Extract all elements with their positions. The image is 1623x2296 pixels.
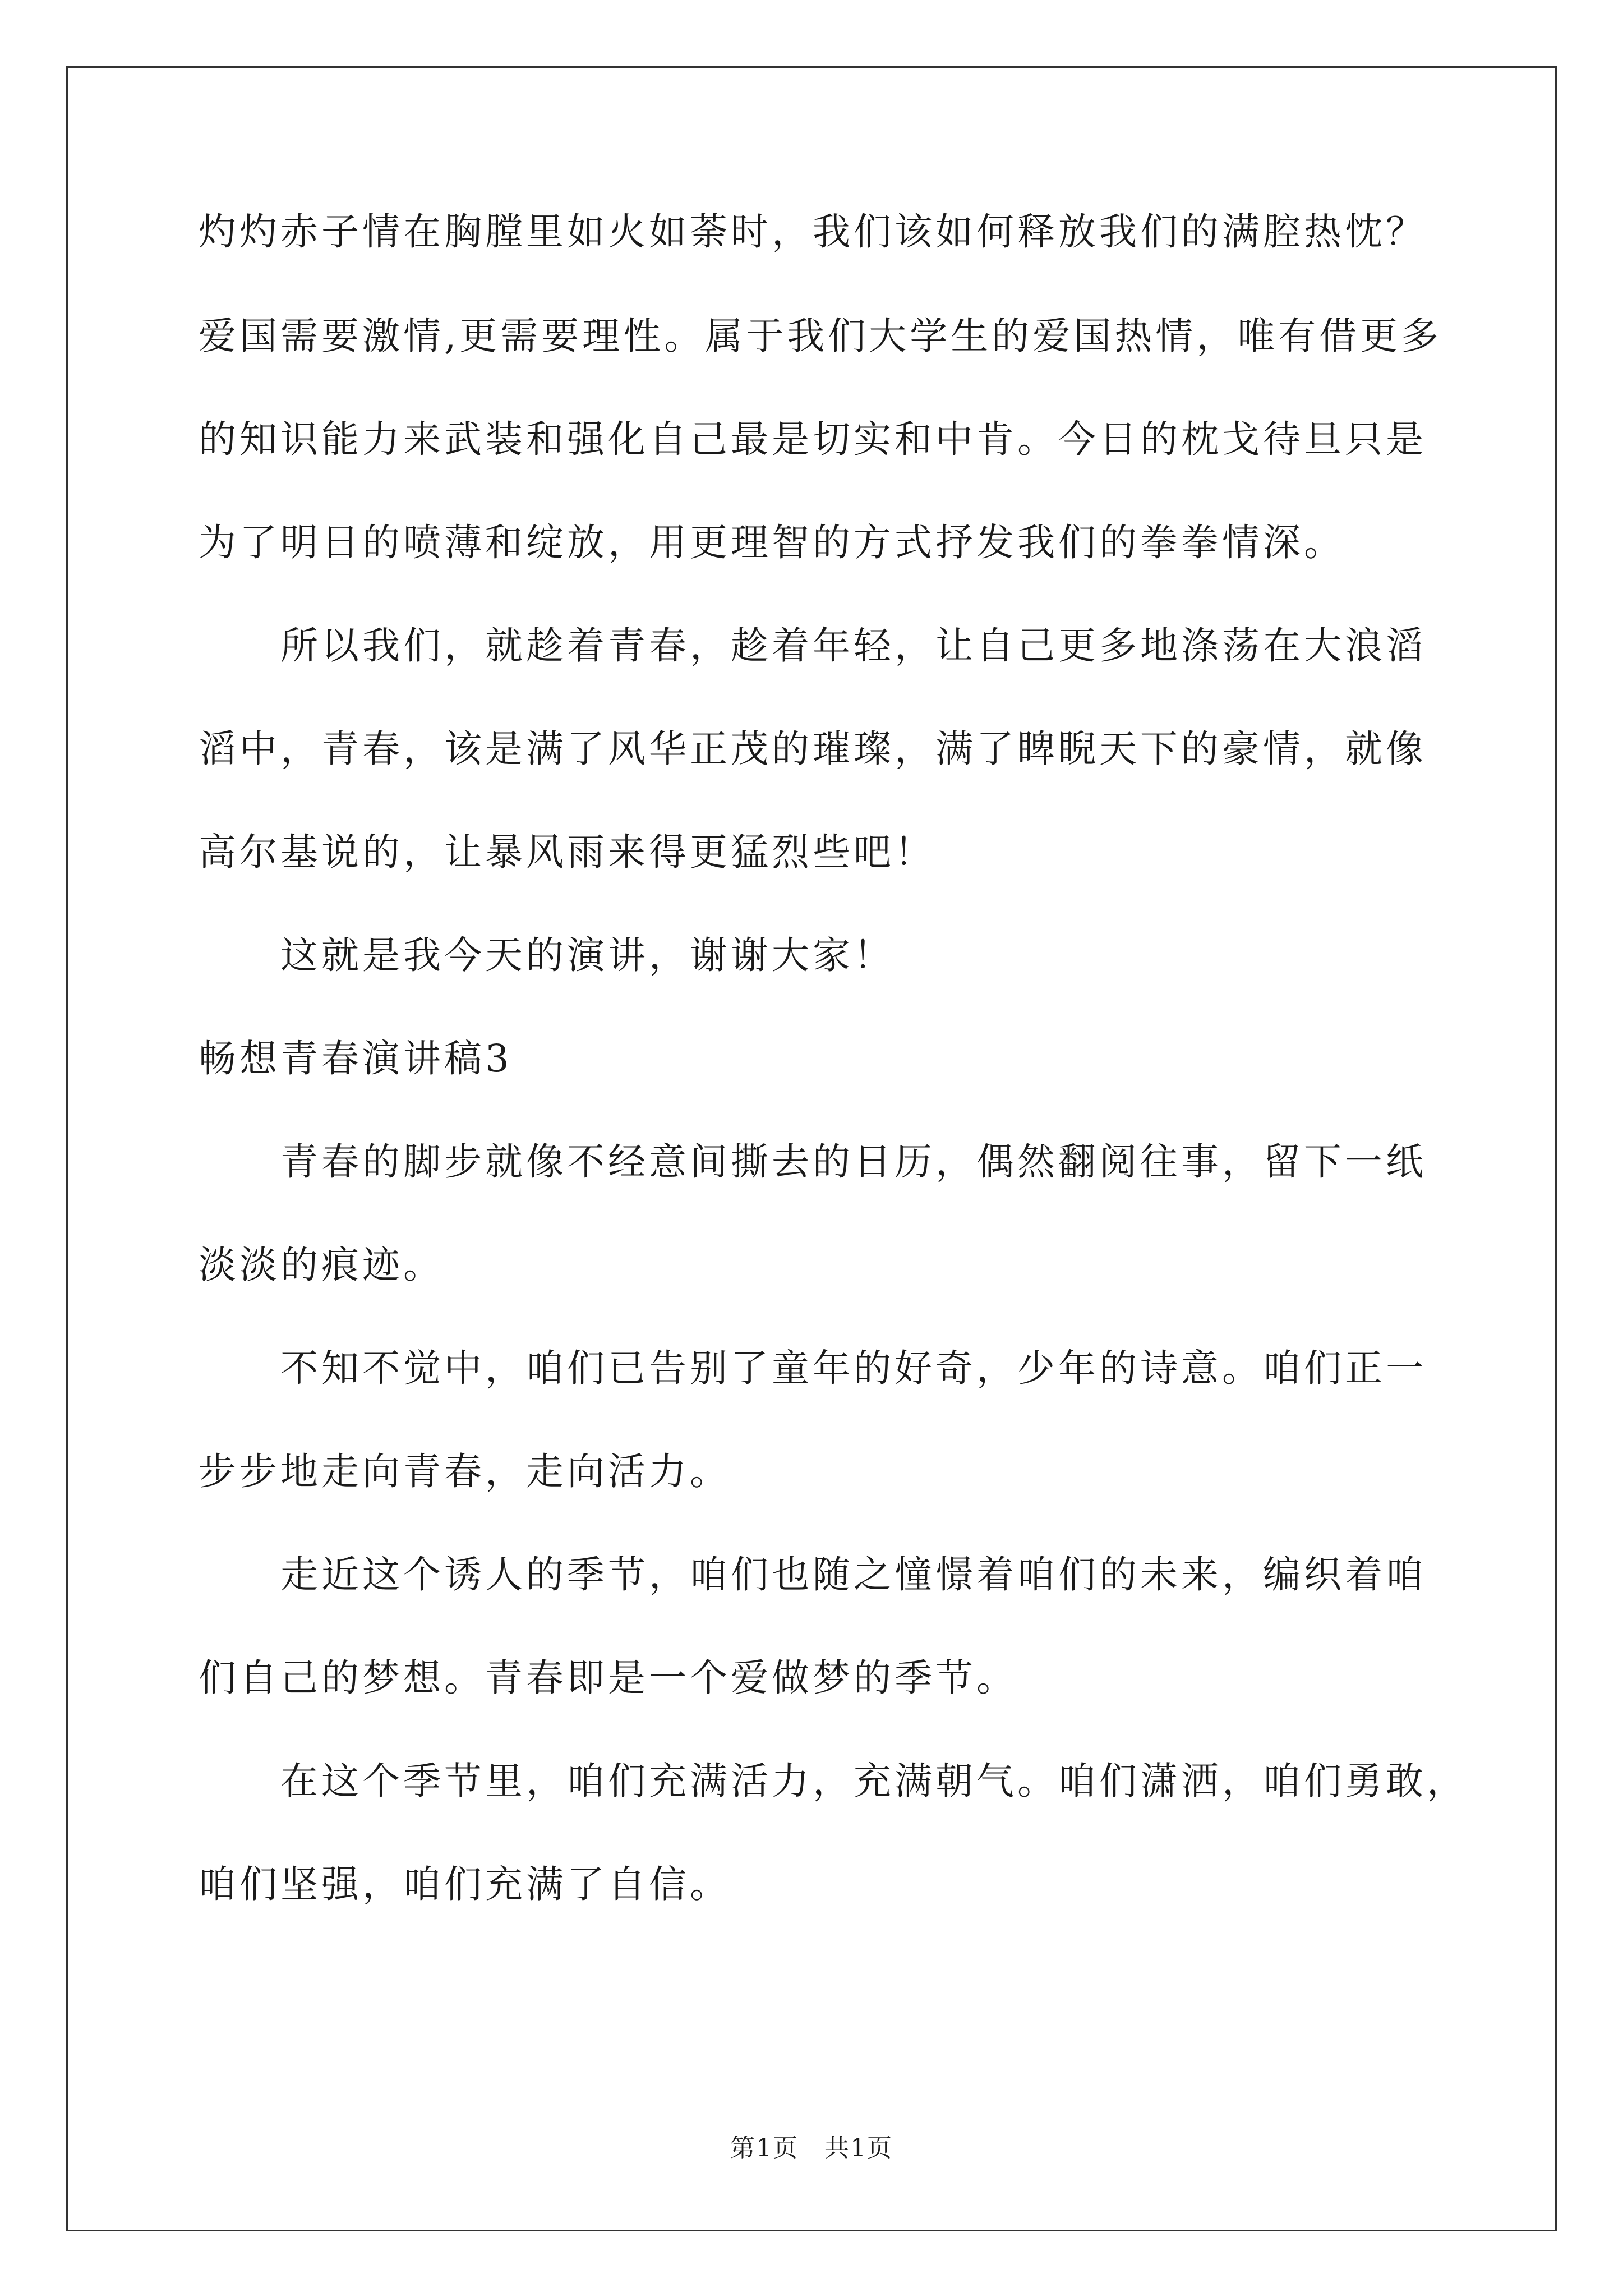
body-line-13: 步步地走向青春，走向活力。 [199,1450,731,1493]
body-line-6: 滔中，青春，该是满了风华正茂的璀璨，满了睥睨天下的豪情，就像 [199,727,1427,771]
body-line-7: 高尔基说的，让暴风雨来得更猛烈些吧！ [199,830,935,874]
body-line-3: 的知识能力来武装和强化自己最是切实和中肯。今日的枕戈待旦只是 [199,417,1427,461]
section-title: 畅想青春演讲稿3 [199,1037,513,1080]
body-line-10: 青春的脚步就像不经意间撕去的日历，偶然翻阅往事，留下一纸 [280,1140,1427,1184]
body-line-5: 所以我们，就趁着青春，趁着年轻，让自己更多地涤荡在大浪滔 [280,624,1427,668]
body-line-8: 这就是我今天的演讲，谢谢大家！ [280,933,895,977]
body-line-14: 走近这个诱人的季节，咱们也随之憧憬着咱们的未来，编织着咱 [280,1553,1427,1596]
page-footer: 第1页 共1页 [730,2134,893,2162]
body-line-4: 为了明日的喷薄和绽放，用更理智的方式抒发我们的拳拳情深。 [199,521,1345,564]
body-line-1: 灼灼赤子情在胸膛里如火如荼时，我们该如何释放我们的满腔热忱？ [199,210,1427,254]
body-line-16: 在这个季节里，咱们充满活力，充满朝气。咱们潇洒，咱们勇敢， [280,1759,1468,1803]
body-line-2: 爱国需要激情,更需要理性。属于我们大学生的爱国热情，唯有借更多 [199,314,1442,358]
body-line-17: 咱们坚强，咱们充满了自信。 [199,1862,731,1906]
body-line-11: 淡淡的痕迹。 [199,1243,444,1287]
body-line-15: 们自己的梦想。青春即是一个爱做梦的季节。 [199,1656,1017,1700]
body-line-12: 不知不觉中，咱们已告别了童年的好奇，少年的诗意。咱们正一 [280,1346,1427,1390]
